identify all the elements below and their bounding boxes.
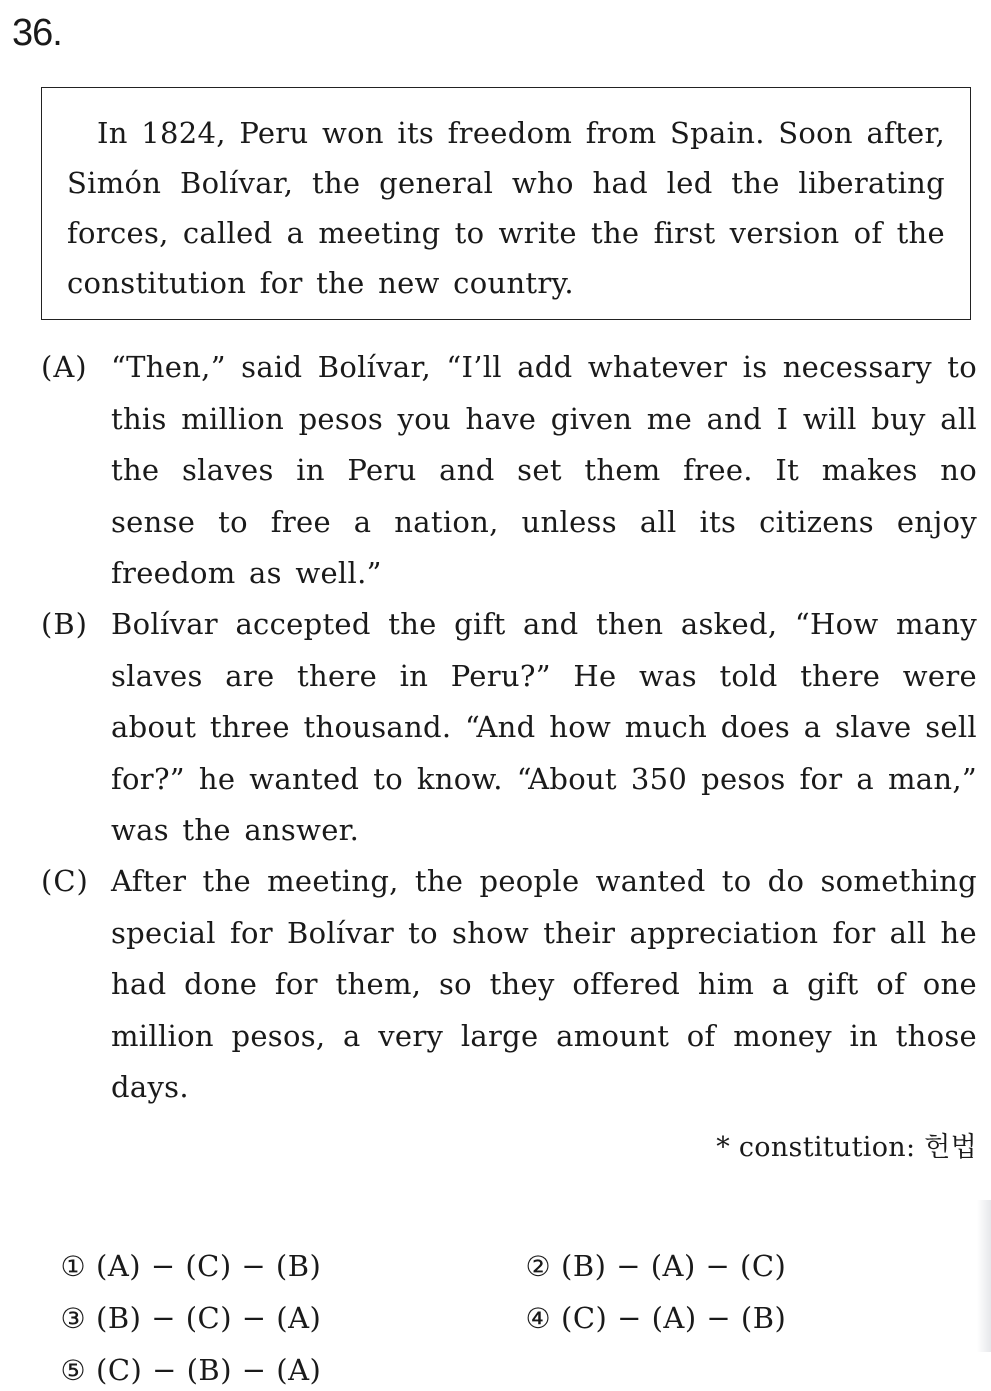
answer-choice-5[interactable] [41,1310,321,1391]
choice-number: ⑤ [60,1354,87,1387]
paragraph-label: (C) [41,864,89,898]
page-edge-shadow [977,1200,991,1352]
choice-number: ① [60,1250,87,1283]
choice-number: ② [525,1250,552,1283]
choice-text: (C) − (A) − (B) [561,1301,787,1335]
footnote: * constitution: 헌법 [716,1132,977,1163]
choice-text: (B) − (A) − (C) [561,1249,787,1283]
intro-text: In 1824, Peru won its freedom from Spain. Soon after, Simón Bolívar, the general who had led the liberating forces, called a meeting to write the first version of the constitution for the new country. [67,116,945,300]
paragraph-a [41,342,977,600]
paragraph-c [41,856,977,1114]
paragraph-text: “Then,” said Bolívar, “I’ll add whatever is necessary to this million pesos you have given me and I will buy all the slaves in Peru and set them free. It makes no sense to free a nation, unless all its citizens enjoy freedom as well.” [111,350,977,590]
answer-choice-4[interactable] [506,1258,786,1339]
choice-text: (B) − (C) − (A) [96,1301,322,1335]
intro-box [41,87,971,320]
choice-text: (C) − (B) − (A) [96,1353,322,1387]
paragraph-text: After the meeting, the people wanted to do something special for Bolívar to show their appreciation for all he had done for them, so they offered him a gift of one million pesos, a very large amount of money in those days. [111,864,977,1104]
paragraph-label: (A) [41,350,88,384]
paragraph-label: (B) [41,607,88,641]
choice-text: (A) − (C) − (B) [96,1249,322,1283]
choice-number: ④ [525,1302,552,1335]
paragraph-text: Bolívar accepted the gift and then asked, “How many slaves are there in Peru?” He was told there were about three thousand. “And how much does a slave sell for?” he wanted to know. “About 350 pesos for a man,” was the answer. [111,607,977,847]
choice-number: ③ [60,1302,87,1335]
question-number: 36. [12,12,62,54]
paragraph-b [41,599,977,857]
